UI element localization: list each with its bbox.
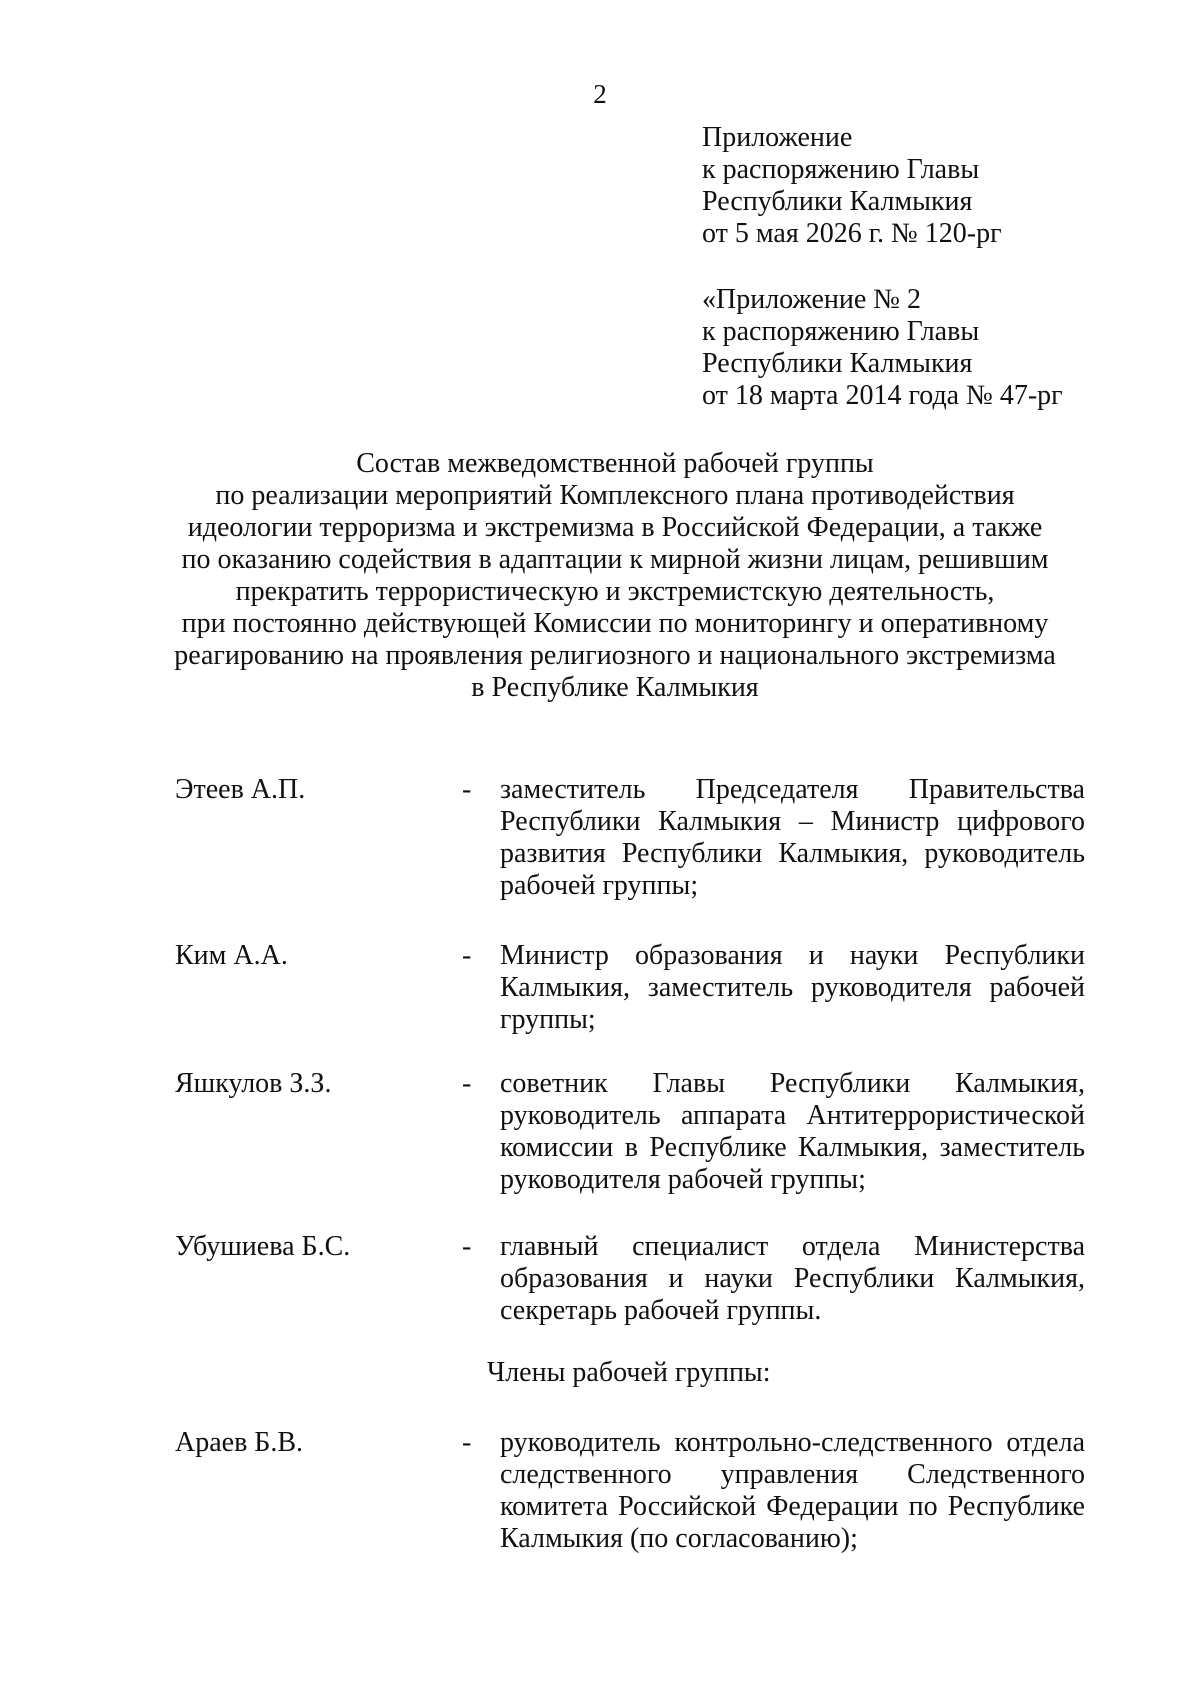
member-role: заместитель Председателя Правительства Республики Калмыкия – Министр цифрового развития Республики Калмыкия, руководитель рабочей группы; xyxy=(500,774,1085,901)
member-name: Яшкулов З.З. xyxy=(175,1068,332,1099)
member-name: Араев Б.В. xyxy=(175,1427,304,1458)
member-dash: - xyxy=(462,1427,472,1458)
title-line: идеологии терроризма и экстремизма в Российской Федерации, а также xyxy=(187,512,1043,543)
appendix-current-line: Приложение xyxy=(702,122,853,153)
document-title xyxy=(100,448,1130,704)
member-role: руководитель контрольно-следственного отдела следственного управления Следственного комитета Российской Федерации по Республике Калмыкия (по согласованию); xyxy=(500,1427,1085,1554)
member-role: Министр образования и науки Республики Калмыкия, заместитель руководителя рабочей группы; xyxy=(500,940,1085,1035)
appendix-original-line: к распоряжению Главы xyxy=(702,316,980,347)
title-line: реагированию на проявления религиозного и национального экстремизма xyxy=(174,640,1056,671)
appendix-original-line: «Приложение № 2 xyxy=(702,284,921,315)
member-role: главный специалист отдела Министерства образования и науки Республики Калмыкия, секретарь рабочей группы. xyxy=(500,1231,1085,1326)
title-line: Состав межведомственной рабочей группы xyxy=(356,448,874,479)
members-heading: Члены рабочей группы: xyxy=(487,1357,771,1388)
appendix-current-line: Республики Калмыкия xyxy=(702,186,973,217)
member-name: Убушиева Б.С. xyxy=(175,1231,351,1262)
title-line: прекратить террористическую и экстремистскую деятельность, xyxy=(235,576,995,607)
appendix-current-line: к распоряжению Главы xyxy=(702,154,980,185)
appendix-original-line: от 18 марта 2014 года № 47-рг xyxy=(702,380,1063,411)
member-name: Этеев А.П. xyxy=(175,774,306,805)
member-dash: - xyxy=(462,940,472,971)
title-line: по оказанию содействия в адаптации к мирной жизни лицам, решившим xyxy=(181,544,1049,575)
member-dash: - xyxy=(462,774,472,805)
title-line: при постоянно действующей Комиссии по мониторингу и оперативному xyxy=(181,608,1049,639)
appendix-current-line: от 5 мая 2026 г. № 120-рг xyxy=(702,218,1002,249)
page-number: 2 xyxy=(593,79,607,109)
title-line: по реализации мероприятий Комплексного плана противодействия xyxy=(215,480,1015,511)
member-name: Ким А.А. xyxy=(175,940,288,971)
member-role: советник Главы Республики Калмыкия, руководитель аппарата Антитеррористической комиссии в Республике Калмыкия, заместитель руководителя рабочей группы; xyxy=(500,1068,1085,1195)
member-dash: - xyxy=(462,1231,472,1262)
title-line: в Республике Калмыкия xyxy=(471,672,759,703)
appendix-original-block xyxy=(702,284,1182,412)
member-dash: - xyxy=(462,1068,472,1099)
appendix-current-block xyxy=(702,122,1182,250)
appendix-original-line: Республики Калмыкия xyxy=(702,348,973,379)
